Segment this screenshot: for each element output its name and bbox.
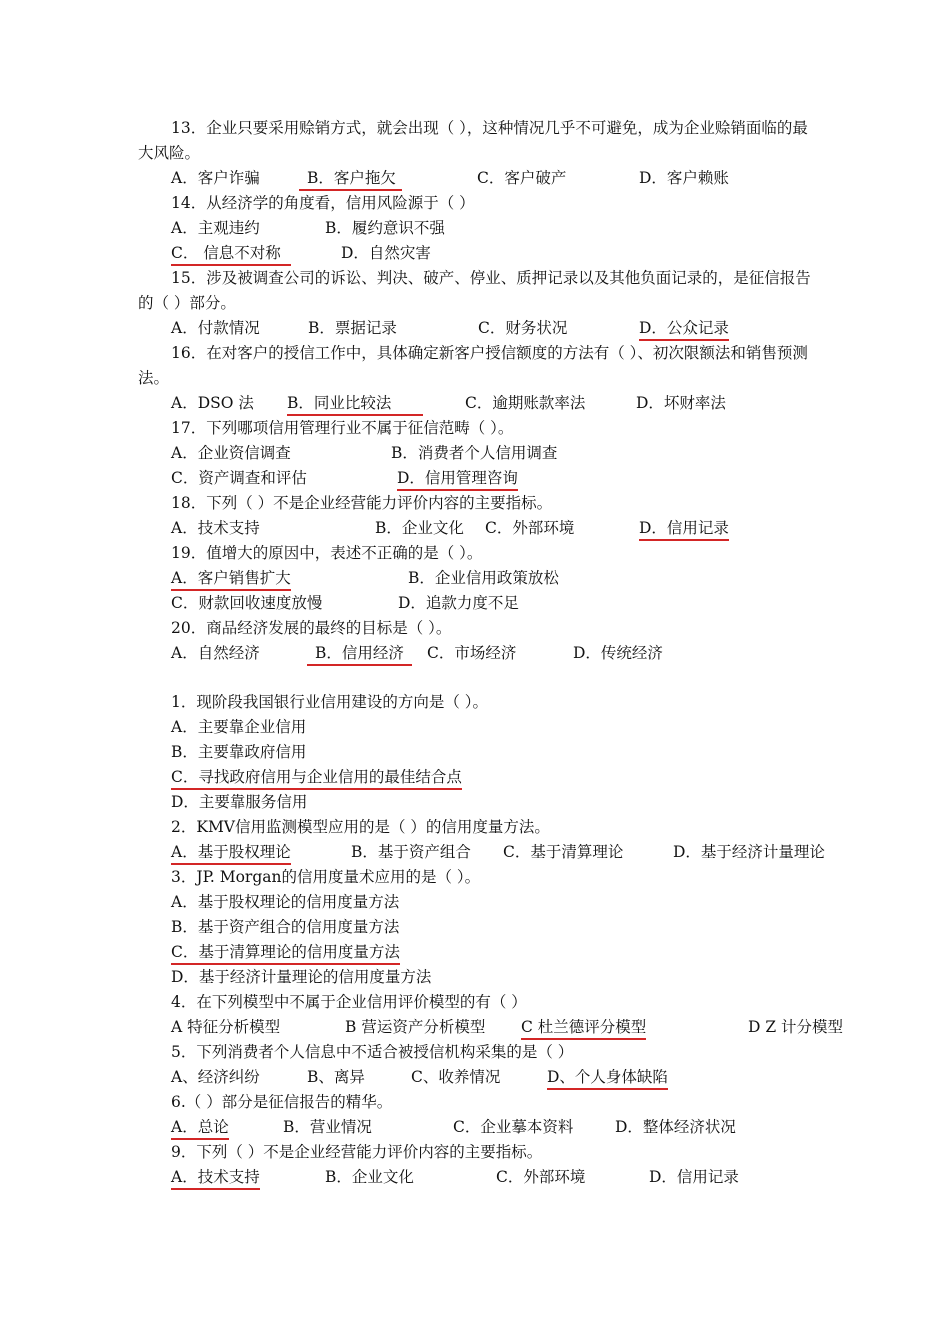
q14-option-b: B．履约意识不强 [325, 219, 445, 237]
q16-options [171, 393, 931, 413]
p2-q5-options [171, 1067, 931, 1087]
p2-q9-option-d: D．信用记录 [649, 1168, 739, 1186]
p2-q5-option-b: B、离异 [307, 1068, 365, 1086]
p2-q3-option-c-answer: C．基于清算理论的信用度量方法 [171, 942, 400, 965]
q19-option-b: B．企业信用政策放松 [408, 569, 559, 587]
p2-q6-option-d: D．整体经济状况 [615, 1118, 736, 1136]
p2-q4-option-c-answer: C 杜兰德评分模型 [521, 1017, 646, 1040]
q17-options-row1 [171, 443, 931, 463]
p2-q6-options [171, 1117, 931, 1137]
q14-option-d: D．自然灾害 [341, 244, 431, 262]
p2-q2-option-c: C．基于清算理论 [503, 843, 624, 861]
q16-stem: 16．在对客户的授信工作中，具体确定新客户授信额度的方法有（ ）、初次限额法和销售预测 [171, 344, 808, 362]
q18-option-d-answer: D．信用记录 [639, 518, 729, 541]
q15-option-c: C．财务状况 [478, 319, 568, 337]
q15-option-d-answer: D．公众记录 [639, 318, 729, 341]
q14-option-c-answer: C． 信息不对称 [171, 243, 291, 266]
p2-q3-option-d: D．基于经济计量理论的信用度量方法 [171, 968, 432, 986]
q18-options [171, 518, 931, 538]
q13-option-d: D．客户赖账 [639, 169, 729, 187]
q20-option-d: D．传统经济 [573, 644, 663, 662]
q14-options-row2 [171, 243, 931, 263]
q15-stem: 15．涉及被调查公司的诉讼、判决、破产、停业、质押记录以及其他负面记录的，是征信报告 [171, 269, 811, 287]
p2-q1-option-d: D．主要靠服务信用 [171, 793, 308, 811]
p2-q9-option-c: C．外部环境 [496, 1168, 586, 1186]
p2-q2-option-a-answer: A．基于股权理论 [171, 842, 291, 865]
p2-q3-option-a: A．基于股权理论的信用度量方法 [171, 893, 400, 911]
p2-q3-stem: 3．JP. Morgan的信用度量术应用的是（ ）。 [171, 868, 481, 886]
q17-options-row2 [171, 468, 931, 488]
q15-options [171, 318, 931, 338]
q14-stem: 14．从经济学的角度看，信用风险源于（ ） [171, 194, 475, 212]
q18-option-b: B．企业文化 [375, 519, 464, 537]
p2-q5-option-c: C、收养情况 [411, 1068, 501, 1086]
p2-q9-option-b: B．企业文化 [325, 1168, 414, 1186]
q20-stem: 20．商品经济发展的最终的目标是（ ）。 [171, 619, 452, 637]
q17-option-a: A．企业资信调查 [171, 444, 291, 462]
p2-q9-stem: 9．下列（ ）不是企业经营能力评价内容的主要指标。 [171, 1143, 543, 1161]
q16-stem-cont: 法。 [138, 369, 170, 387]
q20-option-c: C．市场经济 [427, 644, 517, 662]
q19-options-row2 [171, 593, 931, 613]
p2-q4-stem: 4．在下列模型中不属于企业信用评价模型的有（ ） [171, 993, 527, 1011]
p2-q2-option-b: B．基于资产组合 [351, 843, 471, 861]
p2-q6-option-b: B．营业情况 [283, 1118, 372, 1136]
q16-option-c: C．逾期账款率法 [465, 394, 586, 412]
q20-option-b-answer: B．信用经济 [307, 643, 412, 666]
q18-option-c: C．外部环境 [485, 519, 575, 537]
q19-option-a-answer: A．客户销售扩大 [171, 568, 291, 591]
q13-option-c: C．客户破产 [477, 169, 567, 187]
q20-option-a: A．自然经济 [171, 644, 260, 662]
p2-q5-stem: 5．下列消费者个人信息中不适合被授信机构采集的是（ ） [171, 1043, 574, 1061]
q18-stem: 18．下列（ ）不是企业经营能力评价内容的主要指标。 [171, 494, 553, 512]
q17-option-c: C．资产调查和评估 [171, 469, 307, 487]
q20-options [171, 643, 931, 663]
p2-q6-stem: 6.（ ）部分是征信报告的精华。 [171, 1093, 393, 1111]
q19-option-d: D．追款力度不足 [398, 594, 519, 612]
q13-option-a: A．客户诈骗 [171, 169, 260, 187]
p2-q3-option-b: B．基于资产组合的信用度量方法 [171, 918, 400, 936]
p2-q4-option-b: B 营运资产分析模型 [345, 1018, 486, 1036]
q15-option-b: B．票据记录 [308, 319, 397, 337]
q17-stem: 17．下列哪项信用管理行业不属于征信范畴（ ）。 [171, 419, 514, 437]
q13-options [171, 168, 931, 188]
q14-option-a: A．主观违约 [171, 219, 260, 237]
p2-q4-option-d: D Z 计分模型 [748, 1018, 844, 1036]
p2-q2-option-d: D．基于经济计量理论 [673, 843, 825, 861]
q19-stem: 19．值增大的原因中，表述不正确的是（ ）。 [171, 544, 483, 562]
q16-option-a: A．DSO 法 [171, 394, 254, 412]
q13-stem-cont: 大风险。 [138, 144, 201, 162]
p2-q5-option-d-answer: D、个人身体缺陷 [547, 1067, 668, 1090]
p2-q9-options [171, 1167, 931, 1187]
q16-option-b-answer: B．同业比较法 [287, 393, 423, 416]
p2-q4-option-a: A 特征分析模型 [171, 1018, 281, 1036]
q14-options-row1 [171, 218, 931, 238]
p2-q1-option-b: B．主要靠政府信用 [171, 743, 307, 761]
q16-option-d: D．坏财率法 [636, 394, 726, 412]
q19-options-row1 [171, 568, 931, 588]
p2-q4-options [171, 1017, 931, 1037]
q18-option-a: A．技术支持 [171, 519, 260, 537]
p2-q9-option-a-answer: A．技术支持 [171, 1167, 260, 1190]
q13-stem: 13．企业只要采用赊销方式，就会出现（ ），这种情况几乎不可避免，成为企业赊销面临的最 [171, 119, 808, 137]
q15-option-a: A．付款情况 [171, 319, 260, 337]
p2-q6-option-c: C．企业摹本资料 [453, 1118, 574, 1136]
p2-q1-stem: 1．现阶段我国银行业信用建设的方向是（ ）。 [171, 693, 489, 711]
q17-option-b: B．消费者个人信用调查 [391, 444, 558, 462]
q17-option-d-answer: D．信用管理咨询 [397, 468, 518, 491]
q15-stem-cont: 的（ ）部分。 [138, 294, 236, 312]
q19-option-c: C．财款回收速度放慢 [171, 594, 323, 612]
q13-option-b-answer: B．客户拖欠 [299, 168, 402, 191]
p2-q6-option-a-answer: A．总论 [171, 1117, 229, 1140]
p2-q1-option-c-answer: C．寻找政府信用与企业信用的最佳结合点 [171, 767, 462, 790]
p2-q1-option-a: A．主要靠企业信用 [171, 718, 307, 736]
p2-q5-option-a: A、经济纠纷 [171, 1068, 260, 1086]
p2-q2-stem: 2．KMV信用监测模型应用的是（ ）的信用度量方法。 [171, 818, 550, 836]
p2-q2-options [171, 842, 931, 862]
